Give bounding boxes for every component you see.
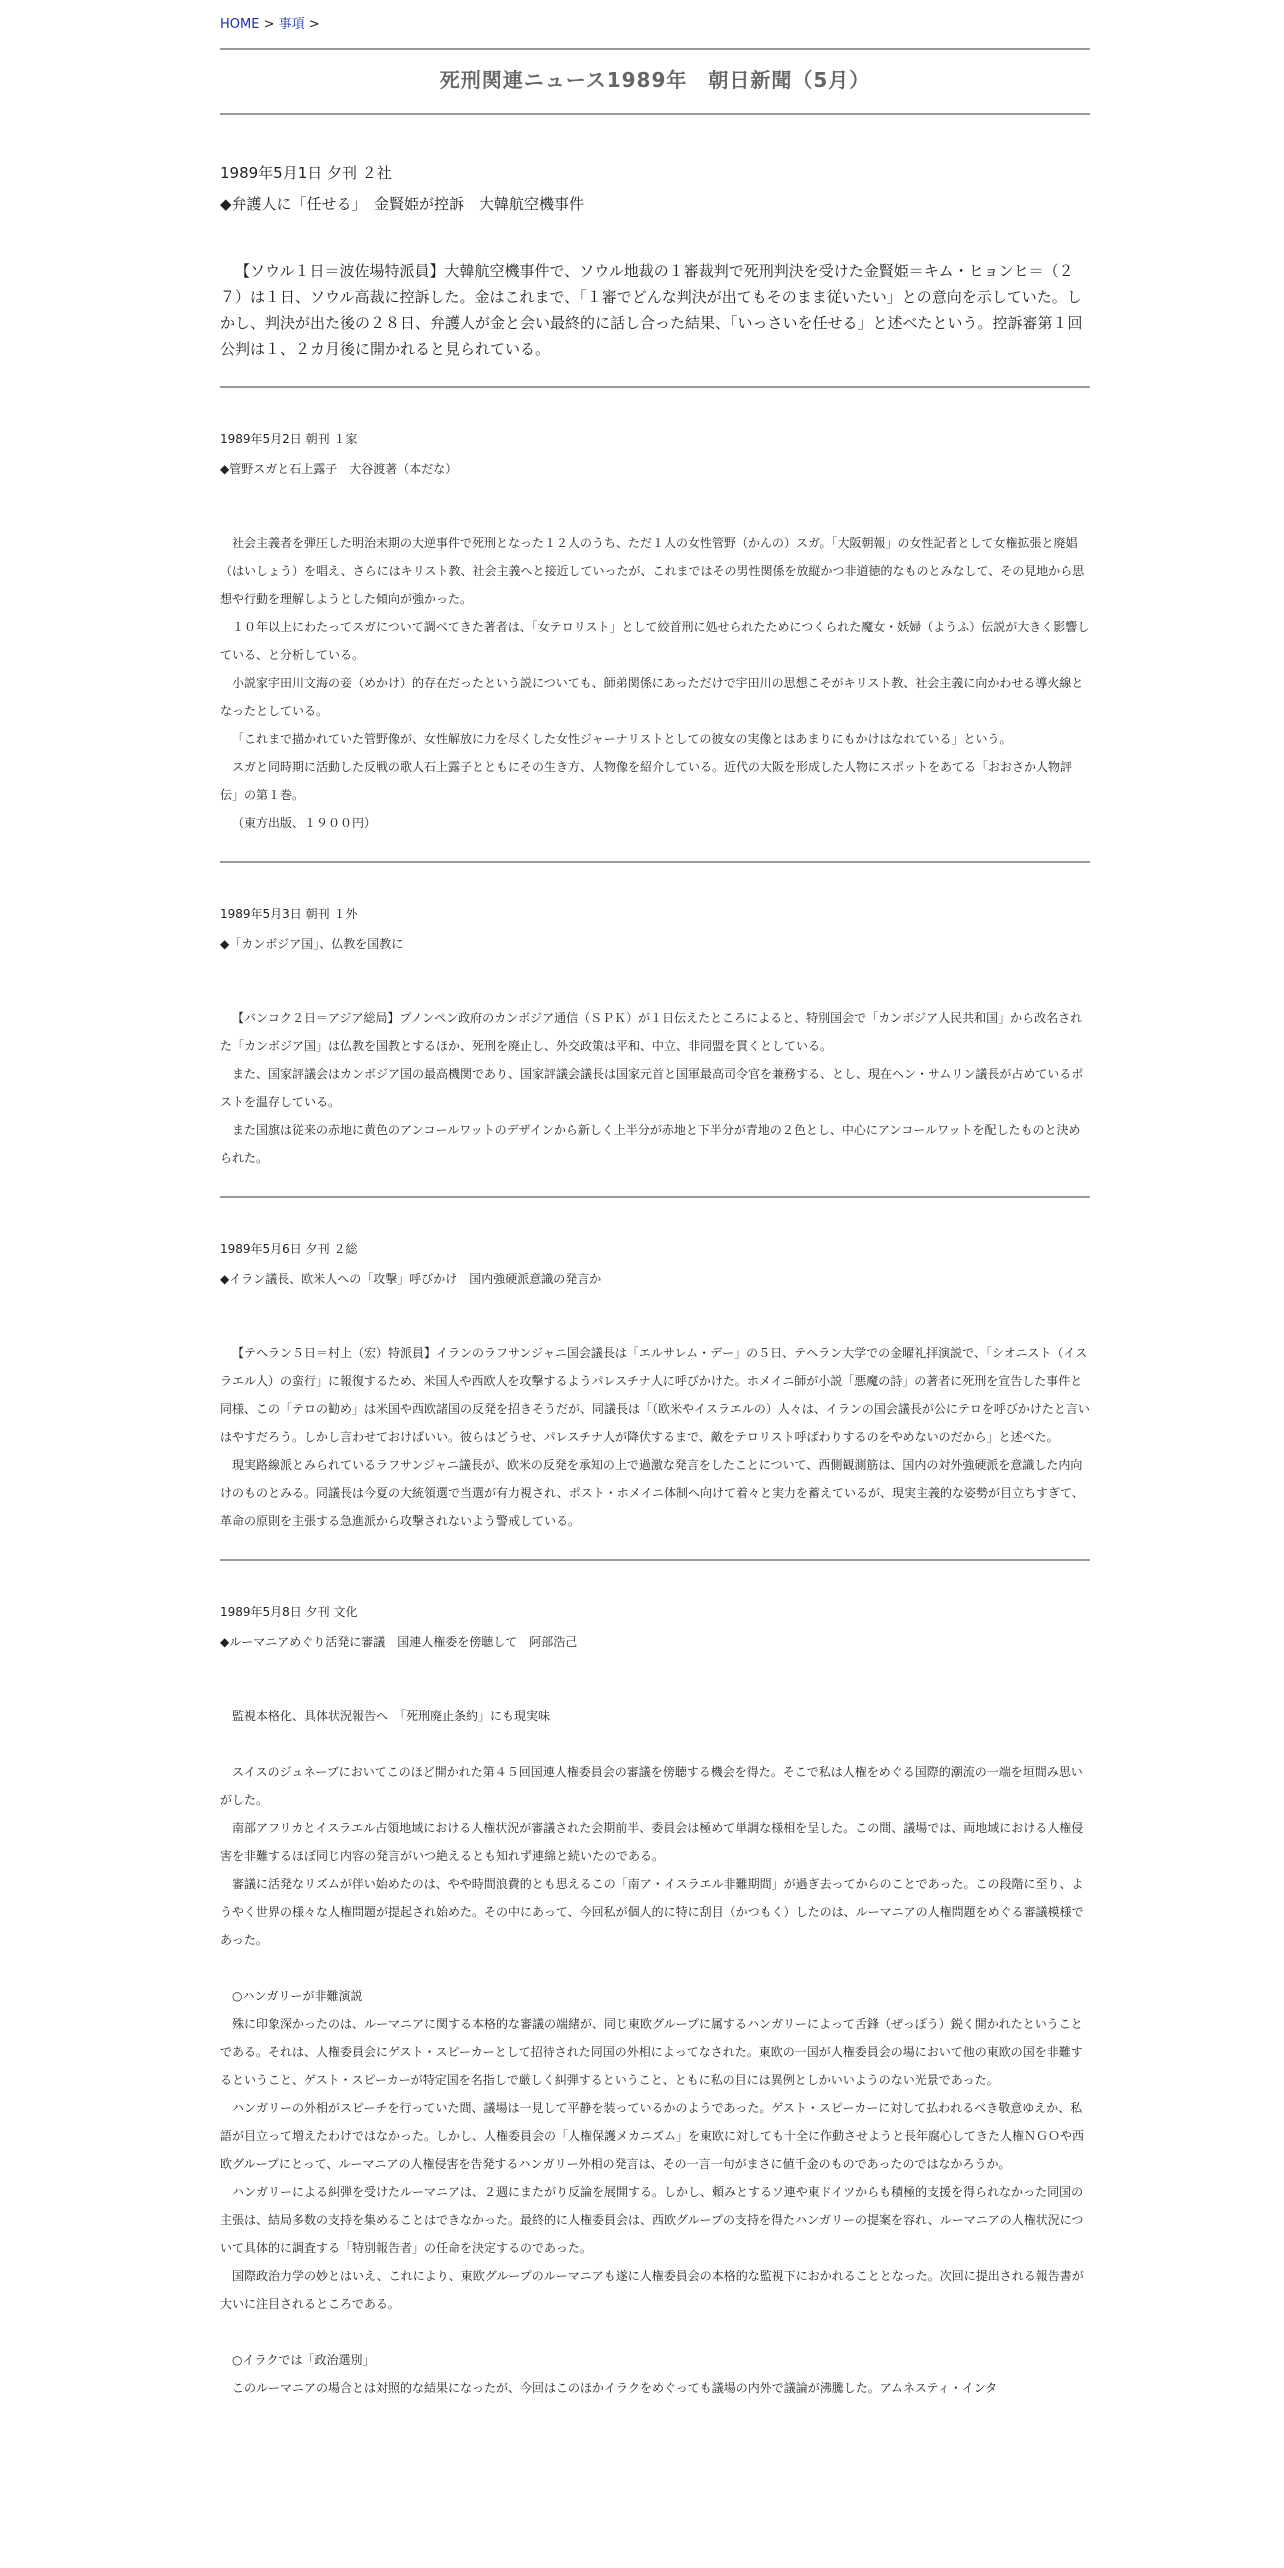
article-paragraph: また国旗は従来の赤地に黄色のアンコールワットのデザインから新しく上半分が赤地と下半分が青地の２色とし、中心にアンコールワットを配したものと決められた。 [220, 1123, 1081, 1165]
article-body [220, 529, 1090, 837]
article-date: 1989年5月3日 朝刊 １外 [220, 907, 358, 921]
article-body [220, 258, 1090, 362]
article-subtitle: 監視本格化、具体状況報告へ 「死刑廃止条約」にも現実味 [232, 1709, 551, 1723]
breadcrumb [220, 13, 1090, 32]
article-paragraph: 審議に活発なリズムが伴い始めたのは、やや時間浪費的とも思えるこの「南ア・イスラエル非難期間」が過ぎ去ってからのことであった。この段階に至り、ようやく世界の様々な人権問題が提起され始めた。その中にあって、今回私が個人的に特に刮目（かつもく）したのは、ルーマニアの人権問題をめぐる審議模様であった。 [220, 1877, 1084, 1947]
page-title: 死刑関連ニュース1989年 朝日新聞（5月） [439, 68, 871, 92]
article-paragraph: このルーマニアの場合とは対照的な結果になったが、今回はこのほかイラクをめぐっても議場の内外で議論が沸騰した。アムネスティ・インタ [232, 2381, 998, 2395]
divider [220, 386, 1090, 388]
article-date: 1989年5月1日 夕刊 ２社 [220, 164, 392, 182]
article-headline: ◆管野スガと石上露子 大谷渡著（本だな） [220, 462, 458, 476]
article-headline: ◆ルーマニアめぐり活発に審議 国連人権委を傍聴して 阿部浩己 [220, 1635, 578, 1649]
article-paragraph: 小説家宇田川文海の妾（めかけ）的存在だったという説についても、師弟関係にあっただけで宇田川の思想こそがキリスト教、社会主義に向かわせる導火線となったとしている。 [220, 676, 1084, 718]
divider [220, 1559, 1090, 1561]
article-paragraph: （東方出版、１９００円） [232, 816, 377, 830]
article-paragraph: 社会主義者を弾圧した明治末期の大逆事件で死刑となった１２人のうち、ただ１人の女性管野（かんの）スガ。「大阪朝報」の女性記者として女権拡張と廃娼（はいしょう）を唱え、さらにはキリスト教、社会主義へと接近していったが、これまではその男性関係を放縦かつ非道徳的なものとみなして、その見地から思想や行動を理解しようとした傾向が強かった。 [220, 536, 1085, 606]
article-paragraph: 【テヘラン５日＝村上（宏）特派員】イランのラフサンジャニ国会議長は「エルサレム・デー」の５日、テヘラン大学での金曜礼拝演説で、「シオニスト（イスラエル人）の蛮行」に報復するため、米国人や西欧人を攻撃するようパレスチナ人に呼びかけた。ホメイニ師が小説「悪魔の詩」の著者に死刑を宣告した事件と同様、この「テロの勧め」は米国や西欧諸国の反発を招きそうだが、同議長は「（欧米やイスラエルの）人々は、イランの国会議長が公にテロを呼びかけたと言いはやすだろう。しかし言わせておけばいい。彼らはどうせ、パレスチナ人が降伏するまで、敵をテロリスト呼ばわりするのをやめないのだから」と述べた。 [220, 1346, 1090, 1444]
article-paragraph: 【バンコク２日＝アジア総局】プノンペン政府のカンボジア通信（ＳＰＫ）が１日伝えたところによると、特別国会で「カンボジア人民共和国」から改名された「カンボジア国」は仏教を国教とするほか、死刑を廃止し、外交政策は平和、中立、非同盟を貫くとしている。 [220, 1011, 1083, 1053]
divider [220, 113, 1090, 115]
article-paragraph: １０年以上にわたってスガについて調べてきた著者は、「女テロリスト」として絞首刑に処せられたためにつくられた魔女・妖婦（ようふ）伝説が大きく影響している、と分析している。 [220, 620, 1090, 662]
article-paragraph: 「これまで描かれていた管野像が、女性解放に力を尽くした女性ジャーナリストとしての彼女の実像とはあまりにもかけはなれている」という。 [232, 732, 1012, 746]
breadcrumb-home-link[interactable]: HOME [220, 17, 260, 32]
breadcrumb-section-link[interactable]: 事項 [278, 17, 305, 32]
article-paragraph: スガと同時期に活動した反戦の歌人石上露子とともにその生き方、人物像を紹介している。近代の大阪を形成した人物にスポットをあてる「おおさか人物評伝」の第１巻。 [220, 760, 1073, 802]
article-headline: ◆弁護人に「任せる」 金賢姫が控訴 大韓航空機事件 [220, 195, 585, 213]
article-paragraph: また、国家評議会はカンボジア国の最高機関であり、国家評議会議長は国家元首と国軍最高司令官を兼務する、とし、現在ヘン・サムリン議長が占めているポストを温存している。 [220, 1067, 1084, 1109]
article-paragraph: スイスのジュネーブにおいてこのほど開かれた第４５回国連人権委員会の審議を傍聴する機会を得た。そこで私は人権をめぐる国際的潮流の一端を垣間み思いがした。 [220, 1765, 1083, 1807]
article-subheading: ○ハンガリーが非難演説 [232, 1989, 363, 2003]
article [220, 1240, 1090, 1559]
article-paragraph: 国際政治力学の妙とはいえ、これにより、東欧グループのルーマニアも遂に人権委員会の本格的な監視下におかれることとなった。次回に提出される報告書が大いに注目されるところである。 [220, 2269, 1084, 2311]
breadcrumb-separator: > [304, 17, 320, 32]
article-body [220, 1004, 1090, 1172]
article-paragraph: 現実路線派とみられているラフサンジャニ議長が、欧米の反発を承知の上で過激な発言をしたことについて、西側観測筋は、国内の対外強硬派を意識した内向けのものとみる。同議長は今夏の大統領選で当選が有力視され、ポスト・ホメイニ体制へ向けて着々と実力を蓄えているが、現実主義的な姿勢が目立ちすぎて、革命の原則を主張する急進派から攻撃されないよう警戒している。 [220, 1458, 1084, 1528]
divider [220, 48, 1090, 50]
article-date: 1989年5月8日 夕刊 文化 [220, 1605, 358, 1619]
article [220, 1603, 1090, 2426]
article [220, 905, 1090, 1196]
article-date: 1989年5月6日 夕刊 ２総 [220, 1242, 358, 1256]
article-paragraph: 【ソウル１日＝波佐場特派員】大韓航空機事件で、ソウル地裁の１審裁判で死刑判決を受けた金賢姫＝キム・ヒョンヒ＝（２７）は１日、ソウル高裁に控訴した。金はこれまで、「１審でどんな判決が出てもそのまま従いたい」との意向を示していた。しかし、判決が出た後の２８日、弁護人が金と会い最終的に話し合った結果、「いっさいを任せる」と述べたという。控訴審第１回公判は１、２カ月後に開かれると見られている。 [220, 262, 1083, 358]
article-headline: ◆イラン議長、欧米人への「攻撃」呼びかけ 国内強硬派意識の発言か [220, 1272, 602, 1286]
article-paragraph: ハンガリーによる糾弾を受けたルーマニアは、２週にまたがり反論を展開する。しかし、頼みとするソ連や東ドイツからも積極的支援を得られなかった同国の主張は、結局多数の支持を集めることはできなかった。最終的に人権委員会は、西欧グループの支持を得たハンガリーの提案を容れ、ルーマニアの人権状況について具体的に調査する「特別報告者」の任命を決定するのであった。 [220, 2185, 1084, 2255]
article-headline: ◆「カンボジア国」、仏教を国教に [220, 937, 404, 951]
article-paragraph: 殊に印象深かったのは、ルーマニアに関する本格的な審議の端緒が、同じ東欧グループに属するハンガリーによって舌鋒（ぜっぽう）鋭く開かれたということである。それは、人権委員会にゲスト・スピーカーとして招待された同国の外相によってなされた。東欧の一国が人権委員会の場において他の東欧の国を非難するということ、ゲスト・スピーカーが特定国を名指しで厳しく糾弾するということ、ともに私の目には異例としかいいようのない光景であった。 [220, 2017, 1083, 2087]
article [220, 162, 1090, 386]
article-body [220, 1339, 1090, 1535]
breadcrumb-separator: > [259, 17, 279, 32]
article [220, 430, 1090, 861]
article-paragraph: ハンガリーの外相がスピーチを行っていた間、議場は一見して平静を装っているかのようであった。ゲスト・スピーカーに対して払われるべき敬意ゆえか、私語が目立って増えたわけではなかった。しかし、人権委員会の「人権保護メカニズム」を東欧に対しても十全に作動させようと長年腐心してきた人権ＮＧＯや西欧グループにとって、ルーマニアの人権侵害を告発するハンガリー外相の発言は、その一言一句がまさに値千金のものであったのではなかろうか。 [220, 2101, 1085, 2171]
page [220, 0, 1090, 2426]
article-date: 1989年5月2日 朝刊 １家 [220, 432, 358, 446]
article-subheading: ○イラクでは「政治選別」 [232, 2353, 375, 2367]
article-paragraph: 南部アフリカとイスラエル占領地域における人権状況が審議された会期前半、委員会は極めて単調な様相を呈した。この間、議場では、両地域における人権侵害を非難するほぼ同じ内容の発言がいつ絶えるとも知れず連綿と続いたのである。 [220, 1821, 1084, 1863]
article-body [220, 1702, 1090, 2402]
divider [220, 1196, 1090, 1198]
divider [220, 861, 1090, 863]
